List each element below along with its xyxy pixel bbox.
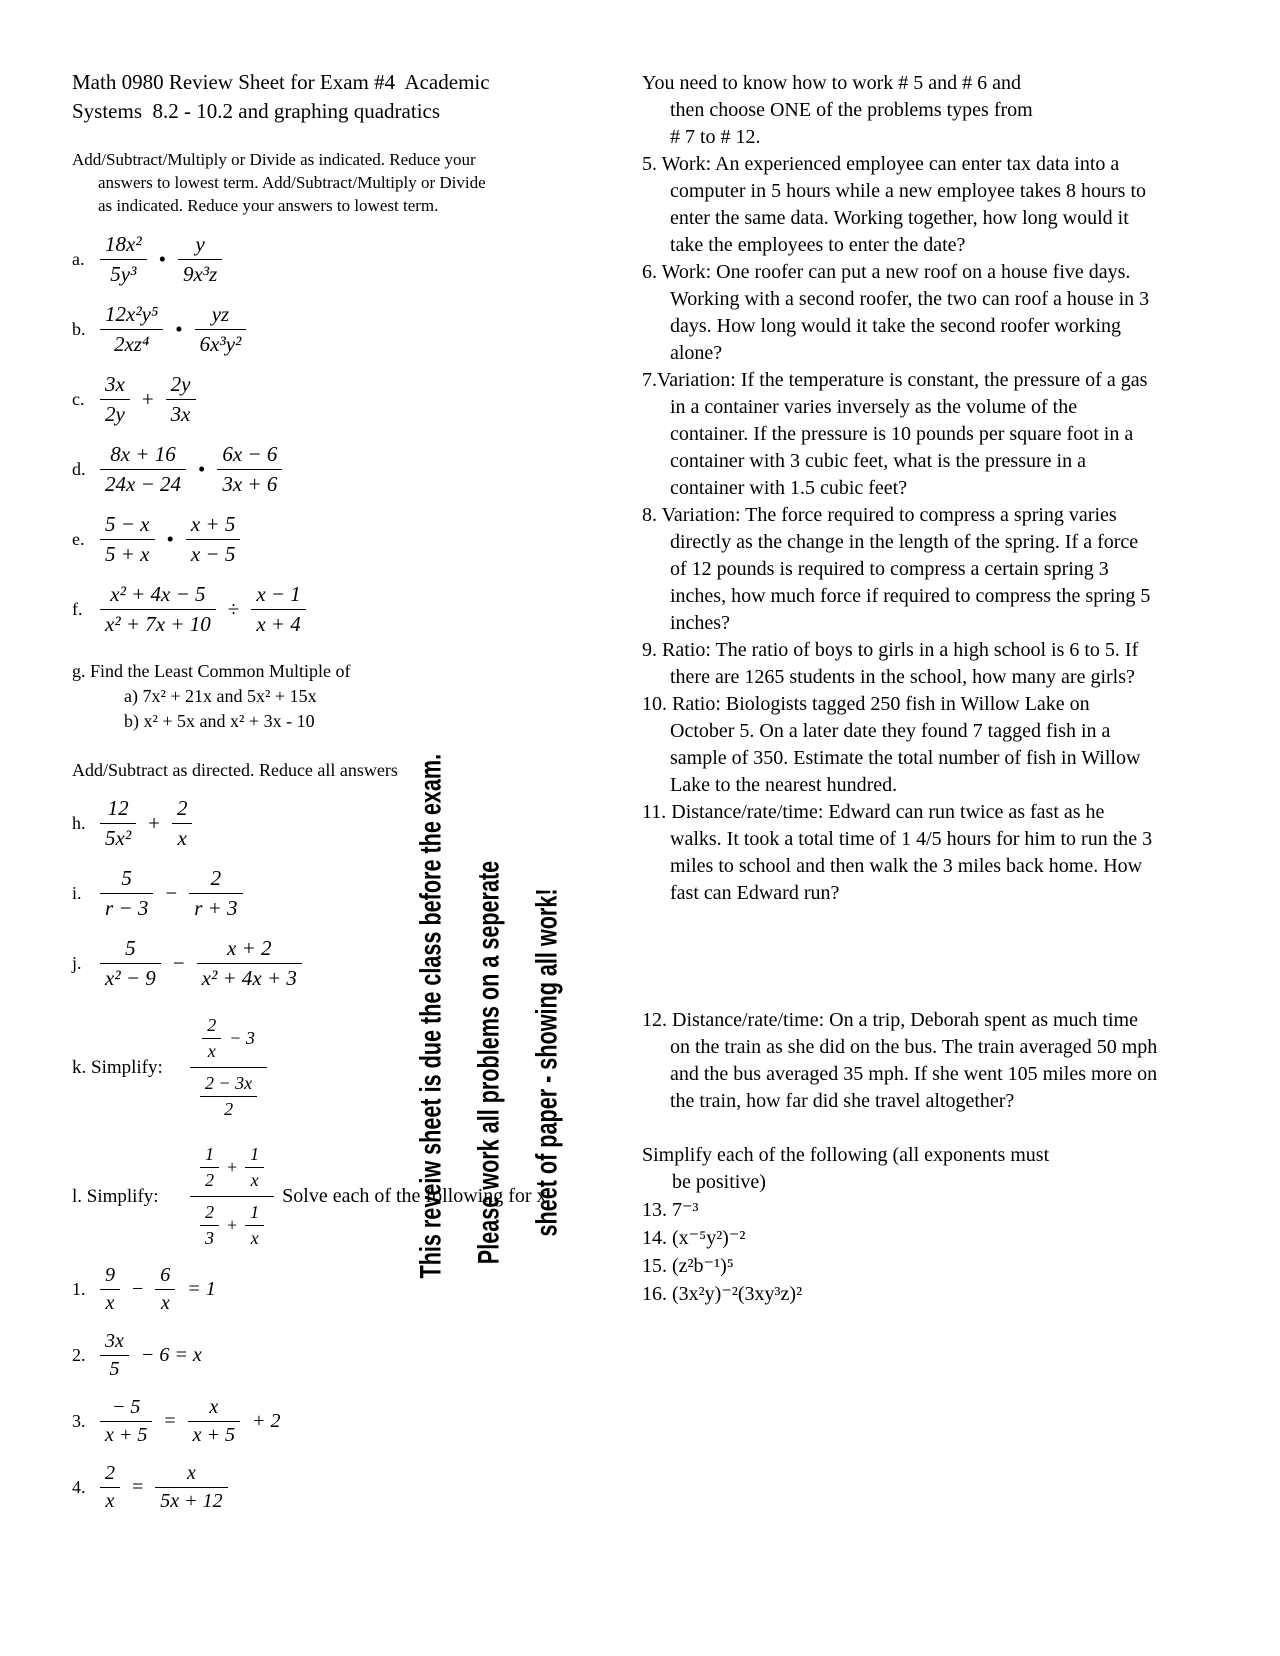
problem-g-heading <box>72 659 620 684</box>
problem-b <box>72 302 620 357</box>
complex-denominator <box>190 1068 267 1120</box>
denominator: x² − 9 <box>105 966 156 990</box>
denominator: x <box>160 1292 170 1314</box>
equation-1 <box>72 1264 620 1315</box>
stamp-line3: sheet of paper - showing all work! <box>530 888 564 1237</box>
simplify-item-13: 13. 7⁻³ <box>642 1199 699 1221</box>
problem-label: b. <box>72 319 86 339</box>
fraction <box>100 512 155 567</box>
numerator: 1 <box>245 1144 264 1168</box>
numerator: x + 2 <box>197 936 302 964</box>
denominator: 2xz⁴ <box>113 332 150 356</box>
stamp-line2: Please work all problems on a seperate <box>472 860 506 1265</box>
problem-label: 2. <box>72 1345 86 1365</box>
problem-f <box>72 582 620 637</box>
fraction <box>195 302 247 357</box>
simplify-header <box>642 1142 1158 1196</box>
operator: = <box>132 1476 144 1498</box>
fraction <box>178 232 222 287</box>
denominator: x − 5 <box>190 542 236 566</box>
section-header-add-subtract: Add/Subtract as directed. Reduce all answers <box>72 760 398 780</box>
numerator: 2 <box>202 1015 221 1039</box>
simplify-item-16: 16. (3x²y)⁻²(3xy³z)² <box>642 1283 803 1305</box>
denominator: x + 5 <box>105 1424 148 1446</box>
equation-4 <box>72 1462 620 1513</box>
word-problem-12: 12. Distance/rate/time: On a trip, Deborah spent as much time on the train as she did on the bus. The train averaged 50 mph and the bus averaged 35 mph. If she went 105 miles more on the train, how far did she travel altogether? <box>642 1009 1158 1112</box>
fraction <box>100 796 136 851</box>
denominator: 9x³z <box>182 262 218 286</box>
word-problem-6: 6. Work: One roofer can put a new roof on a house five days. Working with a second roofer, the two can roof a house in 3 days. How long would it take the second roofer working alone? <box>642 261 1150 364</box>
denominator: 5 + x <box>105 542 150 566</box>
numerator: x <box>188 1396 240 1422</box>
denominator: 5x + 12 <box>160 1490 223 1512</box>
numerator: 6 <box>155 1264 175 1290</box>
denominator: r + 3 <box>194 896 238 920</box>
instructions-line1: Add/Subtract/Multiply or Divide as indicated. Reduce your <box>72 150 476 169</box>
numerator: 2y <box>166 372 196 400</box>
numerator: 5 <box>100 936 161 964</box>
problem-i <box>72 866 620 921</box>
problem-a <box>72 232 620 287</box>
fraction <box>200 1202 219 1249</box>
numerator: 2 <box>100 1462 120 1488</box>
operator: = <box>164 1410 176 1432</box>
complex-fraction <box>190 1015 267 1120</box>
solve-instruction: Solve each of the following for x <box>282 1185 547 1207</box>
numerator: 18x² <box>100 232 147 260</box>
fraction <box>100 1462 120 1513</box>
equation-2 <box>72 1330 620 1381</box>
right-column <box>642 70 1158 1308</box>
problem-c <box>72 372 620 427</box>
equation-3 <box>72 1396 620 1447</box>
numerator: y <box>178 232 222 260</box>
denominator: x + 4 <box>256 612 301 636</box>
numerator: 5 <box>100 866 153 894</box>
complex-fraction <box>190 1144 274 1249</box>
word-problem-5: 5. Work: An experienced employee can enter tax data into a computer in 5 hours while a new employee takes 8 hours to enter the same data. Working together, how long would it take the employees to enter the date? <box>642 153 1146 256</box>
fraction <box>100 372 130 427</box>
problem-label: e. <box>72 529 85 549</box>
instructions-line2: answers to lowest term. Add/Subtract/Multiply or Divide <box>98 173 486 192</box>
denominator: x <box>105 1292 115 1314</box>
numerator: x² + 4x − 5 <box>100 582 216 610</box>
numerator: x <box>155 1462 227 1488</box>
fraction <box>100 866 153 921</box>
simplify-item-15: 15. (z²b⁻¹)⁵ <box>642 1255 734 1277</box>
word-problem-11: 11. Distance/rate/time: Edward can run twice as fast as he walks. It took a total time of 1 4/5 hours for him to run the 3 miles to school and then walk the 3 miles back home. How fast can Edward run? <box>642 801 1153 904</box>
denominator: 2 <box>224 1099 234 1119</box>
complex-denominator <box>190 1197 274 1249</box>
problem-g <box>72 659 620 734</box>
problem-label: 4. <box>72 1477 86 1497</box>
complex-numerator <box>190 1015 267 1068</box>
numerator: 1 <box>200 1144 219 1168</box>
operator: • <box>158 247 166 271</box>
fraction <box>100 1396 152 1447</box>
denominator: x <box>105 1490 115 1512</box>
complex-numerator <box>190 1144 274 1197</box>
operator: ÷ <box>227 597 240 621</box>
fraction <box>155 1462 227 1513</box>
denominator: x² + 7x + 10 <box>105 612 211 636</box>
numerator: x + 5 <box>186 512 241 540</box>
fraction <box>100 582 216 637</box>
fraction <box>245 1202 264 1249</box>
fraction <box>188 1396 240 1447</box>
fraction <box>197 936 302 991</box>
problem-label: 3. <box>72 1411 86 1431</box>
problem-g-item-a: a) 7x² + 21x and 5x² + 15x <box>124 686 317 706</box>
numerator: 6x − 6 <box>217 442 282 470</box>
denominator: x <box>207 1041 216 1061</box>
numerator: 3x <box>100 1330 129 1356</box>
numerator: yz <box>195 302 247 330</box>
problem-l <box>72 1144 620 1249</box>
simplify-header-line1: Simplify each of the following (all exponents must <box>642 1144 1050 1166</box>
word-problem-7: 7.Variation: If the temperature is constant, the pressure of a gas in a container varies inversely as the volume of the container. If the pressure is 10 pounds per square foot in a container with 3 cubic feet, what is the pressure in a container with 1.5 cubic feet? <box>642 369 1148 499</box>
problem-label: k. Simplify: <box>72 1056 163 1078</box>
page-title-line1: Math 0980 Review Sheet for Exam #4 Academic <box>72 70 490 94</box>
numerator: 2 <box>200 1202 219 1226</box>
word-problem-9: 9. Ratio: The ratio of boys to girls in a high school is 6 to 5. If there are 1265 students in the school, how many are girls? <box>642 639 1139 688</box>
denominator: 6x³y² <box>199 332 242 356</box>
problem-label: j. <box>72 953 82 973</box>
intro-line2: then choose ONE of the problems types from <box>670 99 1033 121</box>
fraction <box>100 1264 120 1315</box>
denominator: 2 <box>205 1170 214 1190</box>
numerator: 1 <box>245 1202 264 1226</box>
fraction <box>100 302 163 357</box>
problem-g-text: Find the Least Common Multiple of <box>90 661 351 681</box>
problem-k <box>72 1015 620 1120</box>
word-problem-8: 8. Variation: The force required to compress a spring varies directly as the change in the length of the spring. If a force of 12 pounds is required to compress a certain spring 3 inches, how much force if required to compress the spring 5 inches? <box>642 504 1151 634</box>
fraction <box>189 866 242 921</box>
page-title-line2: Systems 8.2 - 10.2 and graphing quadratics <box>72 99 441 123</box>
denominator: 5 <box>109 1358 120 1380</box>
word-problem-10: 10. Ratio: Biologists tagged 250 fish in Willow Lake on October 5. On a later date they found 7 tagged fish in a sample of 350. Estimate the total number of fish in Willow Lake to the nearest hundred. <box>642 693 1141 796</box>
instructions <box>72 148 620 217</box>
operator: − <box>132 1278 144 1300</box>
intro-line3: # 7 to # 12. <box>670 126 761 148</box>
simplify-item-14: 14. (x⁻⁵y²)⁻² <box>642 1227 746 1249</box>
problem-label: i. <box>72 883 82 903</box>
problem-label: g. <box>72 661 86 681</box>
fraction <box>202 1015 221 1062</box>
operator: + <box>148 811 160 835</box>
denominator: 3x + 6 <box>222 472 278 496</box>
numerator: 5 − x <box>100 512 155 540</box>
numerator: 9 <box>100 1264 120 1290</box>
fraction <box>200 1144 219 1191</box>
problem-label: h. <box>72 813 86 833</box>
instructions-line3: as indicated. Reduce your answers to lowest term. <box>98 196 439 215</box>
fraction <box>166 372 196 427</box>
denominator: x² + 4x + 3 <box>201 966 297 990</box>
numerator: 8x + 16 <box>100 442 186 470</box>
equation-rest: + 2 <box>252 1410 281 1432</box>
problem-e <box>72 512 620 567</box>
numerator: 12x²y⁵ <box>100 302 163 330</box>
denominator: 2y <box>105 402 125 426</box>
intro-note <box>642 70 1158 151</box>
fraction <box>251 582 306 637</box>
fraction <box>172 796 193 851</box>
fraction <box>100 936 161 991</box>
problem-label: 1. <box>72 1279 86 1299</box>
operator: − <box>172 951 185 975</box>
stamp-line1: This reveiw sheet is due the class before the exam. <box>414 753 448 1279</box>
problem-label: a. <box>72 249 85 269</box>
left-column <box>72 68 620 1513</box>
simplify-header-line2: be positive) <box>672 1171 766 1193</box>
numerator: 3x <box>100 372 130 400</box>
numerator: 2 <box>172 796 193 824</box>
numerator: 2 − 3x <box>200 1073 257 1097</box>
denominator: 24x − 24 <box>105 472 181 496</box>
fraction <box>155 1264 175 1315</box>
denominator: 3x <box>170 402 191 426</box>
fraction <box>186 512 241 567</box>
equation-rest: = 1 <box>187 1278 216 1300</box>
denominator: 3 <box>205 1228 214 1248</box>
numerator: 12 <box>100 796 136 824</box>
operator: + <box>227 1215 238 1235</box>
denominator: x + 5 <box>192 1424 236 1446</box>
fraction <box>217 442 282 497</box>
operator: − <box>165 881 178 905</box>
denominator: 5x² <box>105 826 132 850</box>
problem-label: f. <box>72 599 83 619</box>
problem-j <box>72 936 620 991</box>
numerator: 2 <box>189 866 242 894</box>
denominator: x <box>250 1228 259 1248</box>
operator: + <box>141 387 154 411</box>
problem-label: c. <box>72 389 85 409</box>
denominator: 5y³ <box>110 262 137 286</box>
fraction <box>245 1144 264 1191</box>
problem-g-item-b: b) x² + 5x and x² + 3x - 10 <box>124 711 315 731</box>
problem-label: l. Simplify: <box>72 1185 159 1207</box>
problem-d <box>72 442 620 497</box>
numerator: − 5 <box>100 1396 152 1422</box>
fraction <box>100 1330 129 1381</box>
intro-line1: You need to know how to work # 5 and # 6 and <box>642 72 1022 94</box>
operator: • <box>198 457 206 481</box>
equation-rest: − 6 = x <box>140 1344 202 1366</box>
fraction <box>100 232 147 287</box>
operator: • <box>166 527 174 551</box>
fraction <box>100 442 186 497</box>
denominator: x <box>177 826 187 850</box>
numerator-rest: − 3 <box>229 1028 255 1048</box>
denominator: x <box>250 1170 259 1190</box>
operator: • <box>175 317 183 341</box>
denominator: r − 3 <box>105 896 149 920</box>
numerator: x − 1 <box>251 582 306 610</box>
problem-label: d. <box>72 459 86 479</box>
fraction <box>200 1073 257 1120</box>
problem-h <box>72 796 620 851</box>
operator: + <box>227 1157 238 1177</box>
